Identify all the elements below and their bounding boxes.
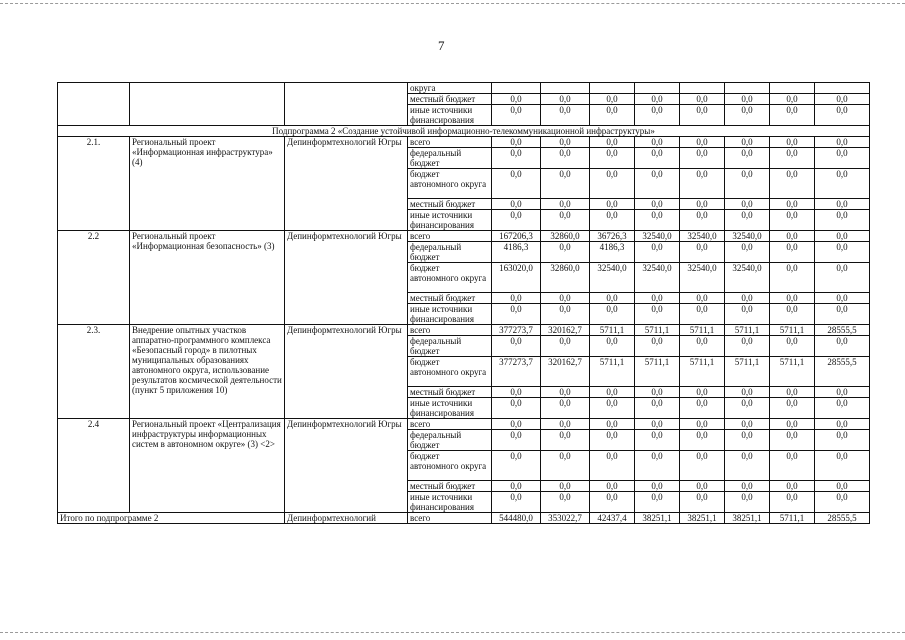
item-name: Региональный проект «Информационная безопасность» (3) (130, 231, 285, 325)
value-cell: 544480,0 (492, 513, 541, 524)
value-cell: 32540,0 (635, 263, 680, 293)
total-label: Итого по подпрограмме 2 (58, 513, 285, 524)
value-cell: 0,0 (725, 451, 770, 481)
funding-source-cell: местный бюджет (408, 387, 492, 398)
item-name: Региональный проект «Информационная инфраструктура» (4) (130, 137, 285, 231)
value-cell: 0,0 (541, 148, 590, 169)
subprogram-title: Подпрограмма 2 «Создание устойчивой информационно-телекоммуникационной инфраструктуры» (58, 126, 870, 137)
value-cell: 4186,3 (590, 242, 635, 263)
value-cell (541, 83, 590, 94)
value-cell: 0,0 (815, 336, 870, 357)
value-cell: 0,0 (635, 387, 680, 398)
total-executor: Депинформтехнологий (285, 513, 408, 524)
value-cell: 0,0 (492, 210, 541, 231)
value-cell: 38251,1 (635, 513, 680, 524)
executor-cell-empty (285, 83, 408, 126)
value-cell: 0,0 (725, 481, 770, 492)
value-cell: 0,0 (635, 492, 680, 513)
value-cell: 5711,1 (635, 325, 680, 336)
value-cell: 0,0 (725, 492, 770, 513)
value-cell: 0,0 (680, 492, 725, 513)
value-cell: 38251,1 (725, 513, 770, 524)
value-cell: 0,0 (635, 293, 680, 304)
value-cell: 0,0 (815, 451, 870, 481)
value-cell: 4186,3 (492, 242, 541, 263)
funding-source-cell: бюджет автономного округа (408, 263, 492, 293)
value-cell: 0,0 (725, 387, 770, 398)
funding-source-cell: всего (408, 231, 492, 242)
funding-source-cell: федеральный бюджет (408, 430, 492, 451)
item-executor: Депинформтехнологий Югры (285, 325, 408, 419)
funding-source-cell: всего (408, 419, 492, 430)
value-cell: 0,0 (725, 293, 770, 304)
value-cell: 0,0 (541, 94, 590, 105)
value-cell: 0,0 (635, 94, 680, 105)
value-cell: 0,0 (635, 210, 680, 231)
value-cell: 0,0 (590, 451, 635, 481)
value-cell: 0,0 (541, 210, 590, 231)
funding-source-cell: федеральный бюджет (408, 148, 492, 169)
value-cell: 0,0 (725, 199, 770, 210)
value-cell: 0,0 (541, 242, 590, 263)
value-cell: 0,0 (590, 398, 635, 419)
value-cell: 0,0 (815, 293, 870, 304)
value-cell: 0,0 (815, 231, 870, 242)
value-cell: 0,0 (725, 430, 770, 451)
value-cell: 0,0 (770, 169, 815, 199)
table-row (58, 231, 870, 242)
value-cell: 0,0 (770, 148, 815, 169)
table-row (58, 137, 870, 148)
value-cell: 0,0 (541, 199, 590, 210)
value-cell: 32540,0 (725, 231, 770, 242)
value-cell: 0,0 (492, 451, 541, 481)
value-cell: 167206,3 (492, 231, 541, 242)
funding-source-cell: всего (408, 513, 492, 524)
value-cell: 0,0 (541, 451, 590, 481)
value-cell (590, 83, 635, 94)
value-cell: 377273,7 (492, 357, 541, 387)
value-cell: 0,0 (680, 137, 725, 148)
value-cell: 0,0 (725, 148, 770, 169)
value-cell: 0,0 (635, 137, 680, 148)
value-cell (815, 83, 870, 94)
total-row (58, 513, 870, 524)
value-cell: 0,0 (680, 105, 725, 126)
funding-source-cell: федеральный бюджет (408, 336, 492, 357)
value-cell: 0,0 (590, 430, 635, 451)
value-cell: 0,0 (680, 199, 725, 210)
value-cell: 42437,4 (590, 513, 635, 524)
value-cell: 0,0 (492, 137, 541, 148)
value-cell: 0,0 (541, 419, 590, 430)
value-cell: 28555,5 (815, 325, 870, 336)
value-cell: 0,0 (725, 419, 770, 430)
value-cell: 0,0 (541, 398, 590, 419)
value-cell: 0,0 (770, 199, 815, 210)
funding-source-cell: иные источники финансирования (408, 210, 492, 231)
value-cell: 0,0 (635, 398, 680, 419)
value-cell: 0,0 (770, 293, 815, 304)
value-cell: 0,0 (815, 105, 870, 126)
value-cell: 0,0 (770, 231, 815, 242)
value-cell: 0,0 (770, 430, 815, 451)
budget-table-body (58, 83, 870, 524)
value-cell: 0,0 (770, 481, 815, 492)
value-cell: 32860,0 (541, 263, 590, 293)
value-cell: 0,0 (680, 94, 725, 105)
value-cell: 0,0 (590, 137, 635, 148)
funding-source-cell: иные источники финансирования (408, 105, 492, 126)
value-cell: 0,0 (590, 387, 635, 398)
funding-source-cell: бюджет автономного округа (408, 357, 492, 387)
value-cell: 0,0 (815, 304, 870, 325)
value-cell (680, 83, 725, 94)
value-cell: 0,0 (635, 430, 680, 451)
value-cell: 0,0 (770, 105, 815, 126)
funding-source-cell: иные источники финансирования (408, 398, 492, 419)
value-cell: 0,0 (725, 336, 770, 357)
item-index: 2.4 (58, 419, 130, 513)
value-cell: 5711,1 (635, 357, 680, 387)
value-cell: 5711,1 (680, 325, 725, 336)
value-cell: 0,0 (770, 398, 815, 419)
value-cell: 0,0 (590, 492, 635, 513)
value-cell: 0,0 (680, 451, 725, 481)
value-cell: 0,0 (635, 148, 680, 169)
subprogram-header-row (58, 126, 870, 137)
scan-top-edge (0, 3, 905, 5)
funding-source-cell: иные источники финансирования (408, 492, 492, 513)
value-cell: 0,0 (635, 481, 680, 492)
value-cell: 0,0 (815, 94, 870, 105)
item-executor: Депинформтехнологий Югры (285, 137, 408, 231)
funding-source-cell: иные источники финансирования (408, 304, 492, 325)
value-cell: 0,0 (492, 430, 541, 451)
value-cell (725, 83, 770, 94)
value-cell: 0,0 (815, 492, 870, 513)
value-cell: 36726,3 (590, 231, 635, 242)
value-cell: 0,0 (770, 210, 815, 231)
value-cell: 28555,5 (815, 513, 870, 524)
value-cell: 0,0 (770, 263, 815, 293)
value-cell: 0,0 (590, 199, 635, 210)
value-cell: 0,0 (815, 387, 870, 398)
value-cell: 0,0 (492, 387, 541, 398)
value-cell: 0,0 (815, 148, 870, 169)
value-cell: 0,0 (725, 398, 770, 419)
budget-table (57, 82, 870, 524)
value-cell: 0,0 (492, 148, 541, 169)
value-cell: 0,0 (770, 137, 815, 148)
value-cell: 5711,1 (590, 357, 635, 387)
value-cell (492, 83, 541, 94)
funding-source-cell: местный бюджет (408, 481, 492, 492)
value-cell: 0,0 (770, 492, 815, 513)
funding-source-cell: местный бюджет (408, 199, 492, 210)
value-cell: 0,0 (680, 293, 725, 304)
item-executor: Депинформтехнологий Югры (285, 419, 408, 513)
funding-source-cell: всего (408, 137, 492, 148)
funding-source-cell: округа (408, 83, 492, 94)
value-cell: 0,0 (770, 451, 815, 481)
value-cell: 0,0 (541, 481, 590, 492)
value-cell: 38251,1 (680, 513, 725, 524)
value-cell: 0,0 (815, 210, 870, 231)
value-cell: 0,0 (725, 242, 770, 263)
value-cell: 0,0 (541, 137, 590, 148)
value-cell: 0,0 (541, 336, 590, 357)
value-cell: 0,0 (680, 387, 725, 398)
value-cell: 0,0 (492, 419, 541, 430)
value-cell: 0,0 (492, 199, 541, 210)
value-cell: 0,0 (725, 137, 770, 148)
value-cell: 0,0 (815, 263, 870, 293)
value-cell: 0,0 (725, 169, 770, 199)
value-cell: 32540,0 (590, 263, 635, 293)
value-cell: 0,0 (541, 304, 590, 325)
value-cell: 0,0 (492, 492, 541, 513)
value-cell: 0,0 (815, 242, 870, 263)
value-cell: 0,0 (680, 481, 725, 492)
value-cell: 0,0 (725, 304, 770, 325)
value-cell: 5711,1 (725, 357, 770, 387)
value-cell: 0,0 (725, 105, 770, 126)
value-cell: 320162,7 (541, 357, 590, 387)
value-cell: 0,0 (492, 304, 541, 325)
value-cell: 0,0 (635, 169, 680, 199)
value-cell: 0,0 (680, 419, 725, 430)
value-cell: 5711,1 (770, 357, 815, 387)
value-cell: 0,0 (492, 169, 541, 199)
value-cell: 0,0 (590, 304, 635, 325)
value-cell: 0,0 (680, 304, 725, 325)
value-cell: 0,0 (590, 210, 635, 231)
value-cell: 0,0 (541, 105, 590, 126)
value-cell: 0,0 (770, 387, 815, 398)
table-row (58, 325, 870, 336)
funding-source-cell: федеральный бюджет (408, 242, 492, 263)
value-cell: 0,0 (680, 430, 725, 451)
value-cell: 0,0 (590, 419, 635, 430)
value-cell: 32540,0 (635, 231, 680, 242)
item-name: Внедрение опытных участков аппаратно-программного комплекса «Безопасный город» в пилотных муниципальных образованиях автономного округа, использование результатов космической деятельности (пункт 5 приложения 10) (130, 325, 285, 419)
value-cell: 0,0 (725, 210, 770, 231)
value-cell: 0,0 (590, 148, 635, 169)
value-cell: 0,0 (590, 169, 635, 199)
value-cell: 32540,0 (680, 263, 725, 293)
funding-source-cell: всего (408, 325, 492, 336)
funding-source-cell: бюджет автономного округа (408, 451, 492, 481)
value-cell: 0,0 (770, 94, 815, 105)
value-cell: 0,0 (770, 304, 815, 325)
value-cell: 0,0 (815, 419, 870, 430)
item-index: 2.2 (58, 231, 130, 325)
value-cell: 0,0 (590, 481, 635, 492)
value-cell: 5711,1 (680, 357, 725, 387)
value-cell: 0,0 (492, 398, 541, 419)
value-cell: 32540,0 (725, 263, 770, 293)
value-cell: 0,0 (680, 242, 725, 263)
value-cell: 0,0 (590, 105, 635, 126)
value-cell: 163020,0 (492, 263, 541, 293)
value-cell: 0,0 (635, 451, 680, 481)
value-cell: 32860,0 (541, 231, 590, 242)
value-cell: 320162,7 (541, 325, 590, 336)
value-cell: 0,0 (770, 242, 815, 263)
value-cell: 28555,5 (815, 357, 870, 387)
item-name: Региональный проект «Централизация инфраструктуры информационных систем в автономном округе» (3) <2> (130, 419, 285, 513)
value-cell: 0,0 (815, 199, 870, 210)
value-cell: 0,0 (815, 137, 870, 148)
value-cell: 0,0 (590, 293, 635, 304)
page-number: 7 (438, 38, 445, 53)
value-cell: 0,0 (635, 419, 680, 430)
value-cell: 0,0 (725, 94, 770, 105)
value-cell: 0,0 (492, 481, 541, 492)
value-cell: 0,0 (770, 419, 815, 430)
value-cell: 0,0 (590, 336, 635, 357)
value-cell: 0,0 (590, 94, 635, 105)
value-cell: 0,0 (635, 199, 680, 210)
value-cell: 0,0 (770, 336, 815, 357)
value-cell: 5711,1 (725, 325, 770, 336)
value-cell: 0,0 (635, 304, 680, 325)
value-cell: 0,0 (541, 293, 590, 304)
funding-source-cell: бюджет автономного округа (408, 169, 492, 199)
value-cell: 0,0 (492, 94, 541, 105)
value-cell: 0,0 (492, 293, 541, 304)
value-cell: 0,0 (541, 492, 590, 513)
item-index: 2.3. (58, 325, 130, 419)
value-cell: 0,0 (815, 169, 870, 199)
value-cell: 5711,1 (590, 325, 635, 336)
value-cell: 0,0 (492, 336, 541, 357)
value-cell: 0,0 (815, 481, 870, 492)
table-row (58, 83, 870, 94)
value-cell: 0,0 (815, 430, 870, 451)
value-cell: 5711,1 (770, 513, 815, 524)
value-cell: 0,0 (635, 336, 680, 357)
item-index: 2.1. (58, 137, 130, 231)
value-cell: 0,0 (492, 105, 541, 126)
item-executor: Депинформтехнологий Югры (285, 231, 408, 325)
value-cell (635, 83, 680, 94)
value-cell: 0,0 (635, 105, 680, 126)
value-cell: 377273,7 (492, 325, 541, 336)
value-cell: 353022,7 (541, 513, 590, 524)
name-cell-empty (130, 83, 285, 126)
value-cell: 0,0 (680, 148, 725, 169)
value-cell: 0,0 (680, 336, 725, 357)
funding-source-cell: местный бюджет (408, 94, 492, 105)
funding-source-cell: местный бюджет (408, 293, 492, 304)
value-cell: 5711,1 (770, 325, 815, 336)
table-row (58, 419, 870, 430)
value-cell: 0,0 (815, 398, 870, 419)
value-cell: 0,0 (680, 169, 725, 199)
value-cell: 0,0 (541, 430, 590, 451)
value-cell (770, 83, 815, 94)
value-cell: 32540,0 (680, 231, 725, 242)
scan-bottom-edge (0, 632, 905, 634)
value-cell: 0,0 (541, 169, 590, 199)
value-cell: 0,0 (680, 210, 725, 231)
value-cell: 0,0 (680, 398, 725, 419)
index-cell-empty (58, 83, 130, 126)
value-cell: 0,0 (541, 387, 590, 398)
value-cell: 0,0 (635, 242, 680, 263)
